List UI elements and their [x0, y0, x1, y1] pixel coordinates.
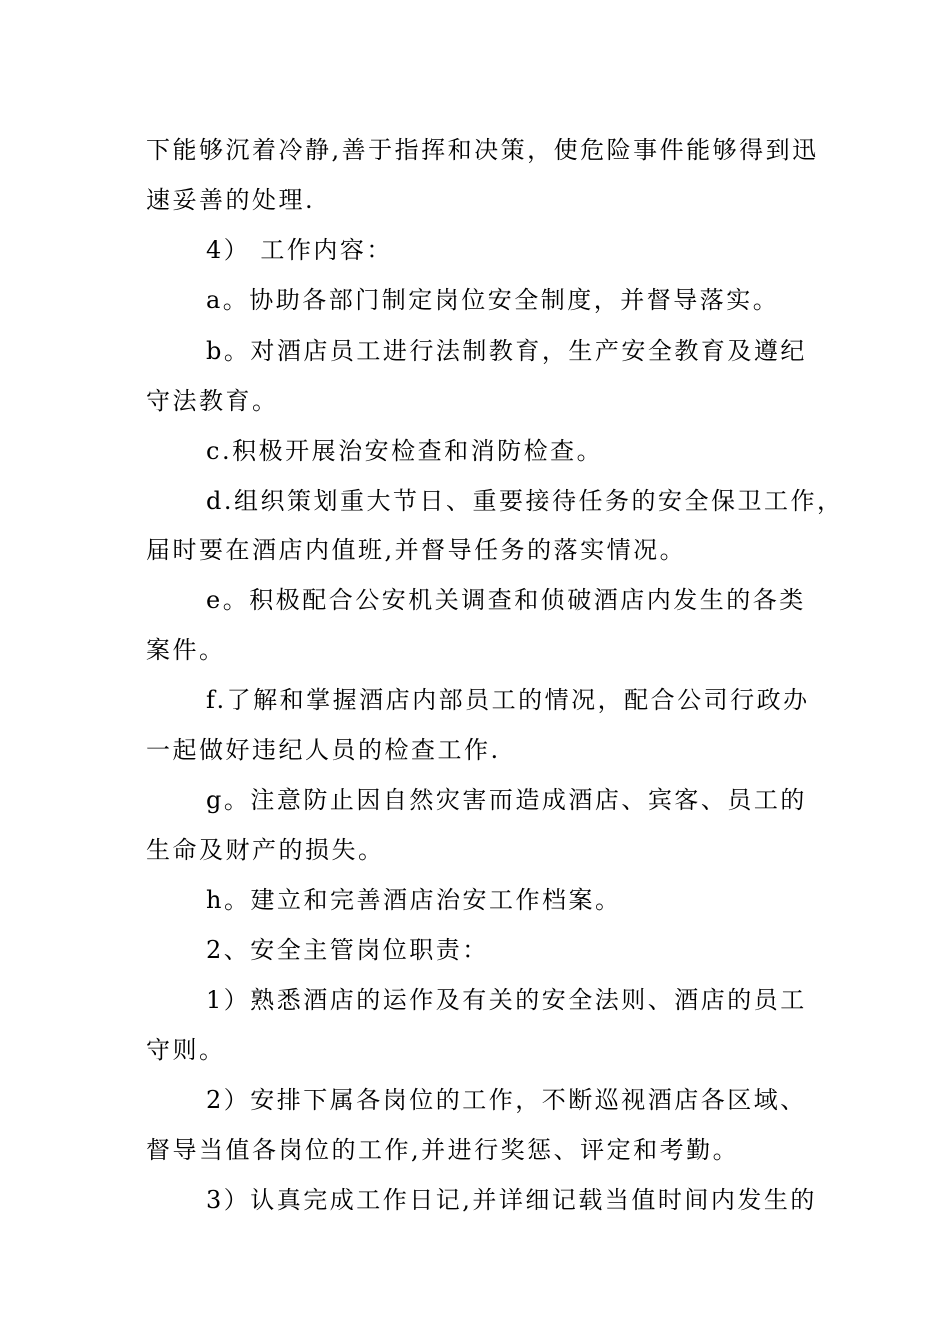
text-line: 守则。	[146, 1036, 226, 1064]
text-line: 守法教育。	[146, 387, 279, 415]
section-heading: 4） 工作内容：	[206, 236, 393, 264]
list-item: 1）熟悉酒店的运作及有关的安全法则、酒店的员工	[206, 986, 807, 1014]
list-item: e。积极配合公安机关调查和侦破酒店内发生的各类	[206, 586, 806, 614]
list-item: b。对酒店员工进行法制教育，生产安全教育及遵纪	[206, 337, 807, 365]
list-item: c.积极开展治安检查和消防检查。	[206, 437, 604, 465]
list-item: d.组织策划重大节日、重要接待任务的安全保卫工作，	[206, 487, 844, 515]
list-item: 3）认真完成工作日记,并详细记载当值时间内发生的	[206, 1186, 817, 1214]
text-line: 下能够沉着冷静,善于指挥和决策，使危险事件能够得到迅	[146, 136, 819, 164]
text-line: 一起做好违纪人员的检查工作.	[146, 736, 501, 764]
text-line: 督导当值各岗位的工作,并进行奖惩、评定和考勤。	[146, 1136, 740, 1164]
list-item: h。建立和完善酒店治安工作档案。	[206, 886, 622, 914]
text-line: 生命及财产的损失。	[146, 836, 385, 864]
list-item: f.了解和掌握酒店内部员工的情况，配合公司行政办	[206, 686, 810, 714]
text-line: 案件。	[146, 636, 226, 664]
list-item: 2）安排下属各岗位的工作，不断巡视酒店各区域、	[206, 1086, 807, 1114]
text-line: 速妥善的处理.	[146, 186, 316, 214]
section-heading: 2、安全主管岗位职责：	[206, 936, 489, 964]
list-item: g。注意防止因自然灾害而造成酒店、宾客、员工的	[206, 786, 807, 814]
list-item: a。协助各部门制定岗位安全制度，并督导落实。	[206, 286, 780, 314]
text-line: 届时要在酒店内值班,并督导任务的落实情况。	[146, 536, 687, 564]
